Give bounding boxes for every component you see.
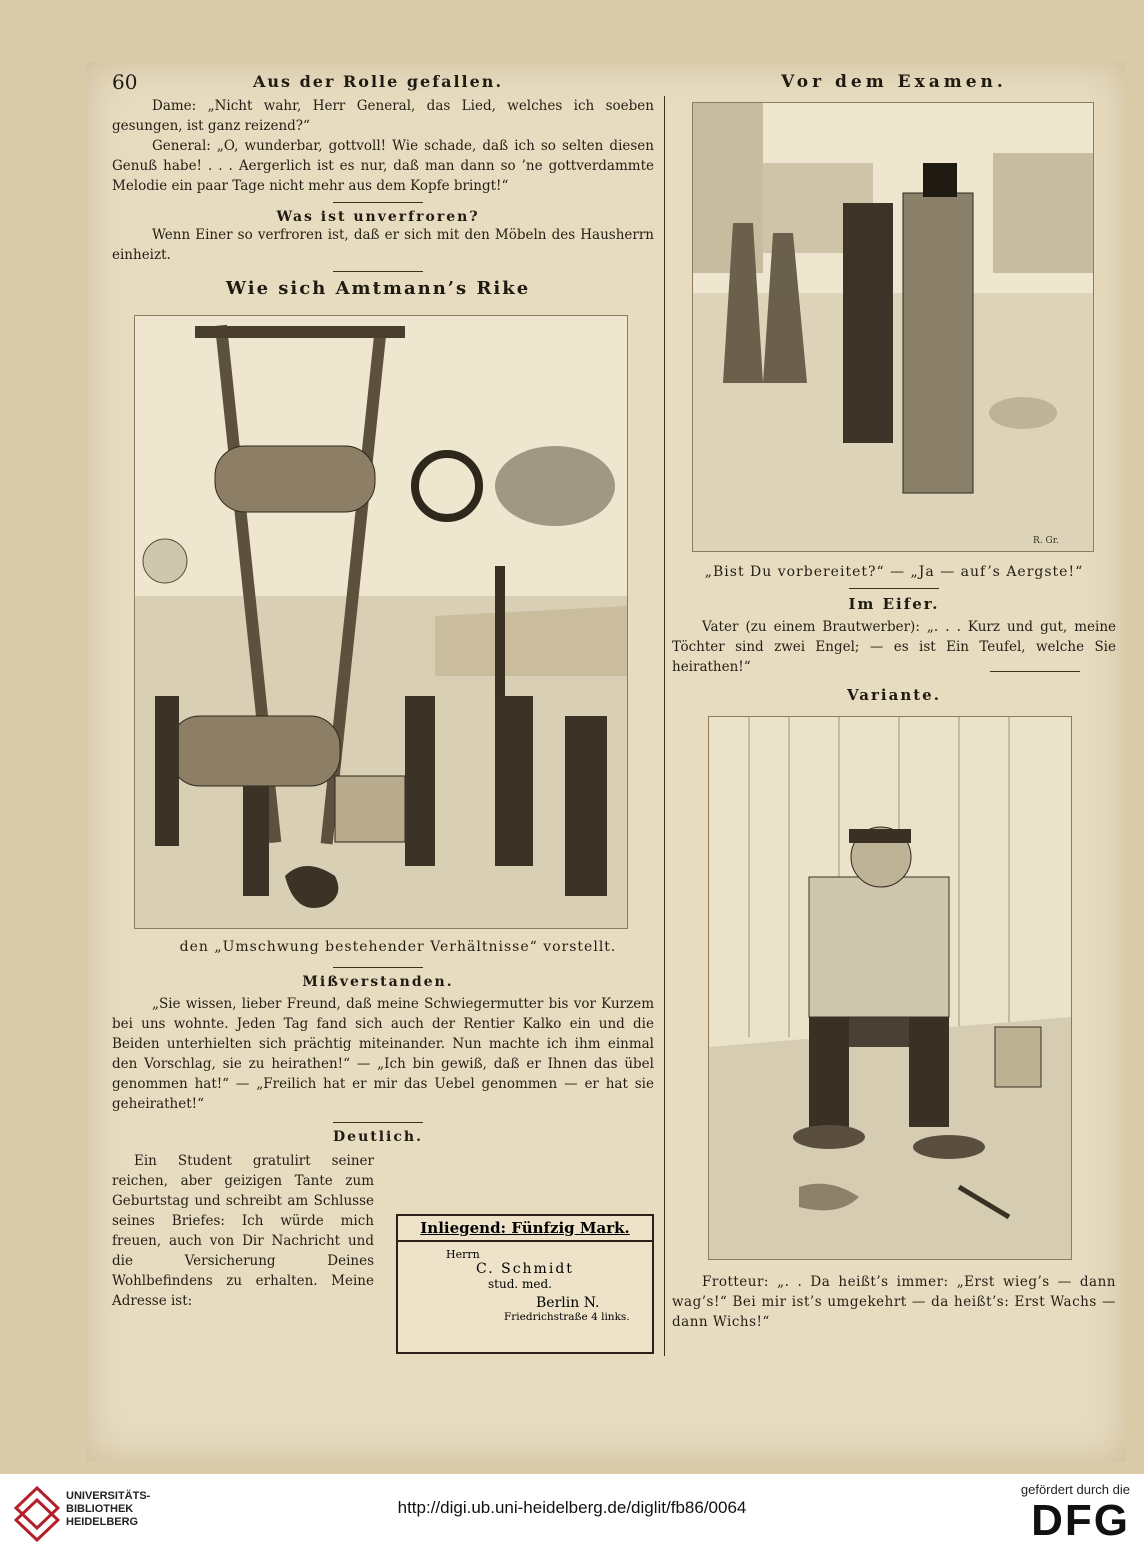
library-name-line3: HEIDELBERG bbox=[66, 1516, 139, 1528]
separator bbox=[333, 967, 423, 968]
section-title-unverfroren: Was ist unverfroren? bbox=[276, 209, 480, 225]
left-header-title: Aus der Rolle gefallen. bbox=[252, 72, 504, 91]
section-title-eifer: Im Eifer. bbox=[848, 595, 940, 613]
carousel-drawing bbox=[135, 316, 627, 928]
text-eifer: Vater (zu einem Brautwerber): „. . . Kurz und gut, meine Töchter sind zwei Engel; — es ist Ein Teufel, welche Sie heirathen!“ bbox=[672, 619, 1116, 675]
envelope-herrn: Herrn bbox=[446, 1248, 480, 1261]
variante-drawing bbox=[709, 717, 1071, 1259]
envelope-box bbox=[396, 1214, 654, 1354]
envelope-heading: Inliegend: Fünfzig Mark. bbox=[398, 1216, 652, 1242]
left-column bbox=[98, 70, 658, 1311]
text-unverfroren: Wenn Einer so verfroren ist, daß er sich mit den Möbeln des Hausherrn einheizt. bbox=[112, 227, 654, 263]
text-variante: Frotteur: „. . Da heißt’s immer: „Erst wieg’s — dann wag’s!“ Bei mir ist’s umgekehrt — da heißt’s: Erst Wachs — dann Wichs!“ bbox=[672, 1274, 1116, 1330]
text-missverstanden: „Sie wissen, lieber Freund, daß meine Schwiegermutter bis vor Kurzem bei uns wohnte. Jeden Tag fand sich auch der Rentier Kalko ein und die Beiden unterhielten sich prächtig miteinander. Nun machte ich ihm einmal den Vorschlag, sie zu heirathen!“ — „Ich bin gewiß, daß er Ihnen das übel genommen hat!“ — „Freilich hat er mir das Uebel genommen — er hat sie geheirathet!“ bbox=[112, 996, 654, 1112]
separator bbox=[990, 671, 1080, 672]
caption-amtmann: den „Umschwung bestehender Verhältnisse“ vorstellt. bbox=[179, 939, 617, 955]
envelope-city: Berlin N. bbox=[536, 1295, 600, 1311]
section-title-deutlich: Deutlich. bbox=[333, 1129, 423, 1145]
source-url-link[interactable]: http://digi.ub.uni-heidelberg.de/diglit/fb86/0064 bbox=[397, 1498, 747, 1517]
left-header-row bbox=[98, 70, 658, 96]
text-deutlich: Ein Student gratulirt seiner reichen, aber geizigen Tante zum Geburtstag und schreibt am Schlusse seines Briefes: Ich würde mich freuen, auch von Dir Nachricht und die Versicherung Deines Wohlbefindens zu erhalten. Meine Adresse ist: bbox=[112, 1153, 374, 1309]
separator bbox=[849, 588, 939, 589]
illustration-variante bbox=[708, 716, 1072, 1260]
separator bbox=[333, 202, 423, 203]
dialog-dame: Dame: „Nicht wahr, Herr General, das Lied, welches ich soeben gesungen, ist ganz reizend?“ bbox=[112, 98, 654, 134]
separator bbox=[333, 271, 423, 272]
right-column bbox=[672, 70, 1116, 1332]
envelope-title: stud. med. bbox=[488, 1277, 552, 1291]
envelope-street: Friedrichstraße 4 links. bbox=[504, 1311, 630, 1323]
funder-text: gefördert durch die bbox=[1020, 1482, 1130, 1497]
illustration-vor-dem-examen bbox=[692, 102, 1094, 552]
section-title-amtmann: Wie sich Amtmann’s Rike bbox=[225, 278, 531, 299]
section-title-missverstanden: Mißverstanden. bbox=[302, 974, 454, 990]
library-name-line2: BIBLIOTHEK bbox=[66, 1503, 134, 1515]
illustration-swing-carousel bbox=[134, 315, 628, 929]
right-header-title: Vor dem Examen. bbox=[781, 72, 1007, 92]
page-number: 60 bbox=[112, 70, 138, 94]
svg-text:R. Gr.: R. Gr. bbox=[1033, 536, 1059, 546]
caption-examen: „Bist Du vorbereitet?“ — „Ja — auf’s Aergste!“ bbox=[704, 564, 1084, 580]
funder-logo-text: DFG bbox=[1031, 1496, 1130, 1545]
separator bbox=[333, 1122, 423, 1123]
examen-drawing bbox=[693, 103, 1093, 551]
section-title-variante: Variante. bbox=[847, 686, 941, 704]
column-divider bbox=[664, 96, 665, 1356]
dfg-logo bbox=[1010, 1482, 1130, 1548]
dialog-general: General: „O, wunderbar, gottvoll! Wie schade, daß ich so selten diesen Genuß habe! . . . Aergerlich ist es nur, daß man dann so ’ne gottverdammte Melodie ein paar Tage nicht mehr aus dem Kopfe bringt!“ bbox=[112, 138, 654, 194]
library-name-line1: UNIVERSITÄTS- bbox=[66, 1490, 151, 1502]
envelope-name: C. Schmidt bbox=[476, 1261, 574, 1277]
